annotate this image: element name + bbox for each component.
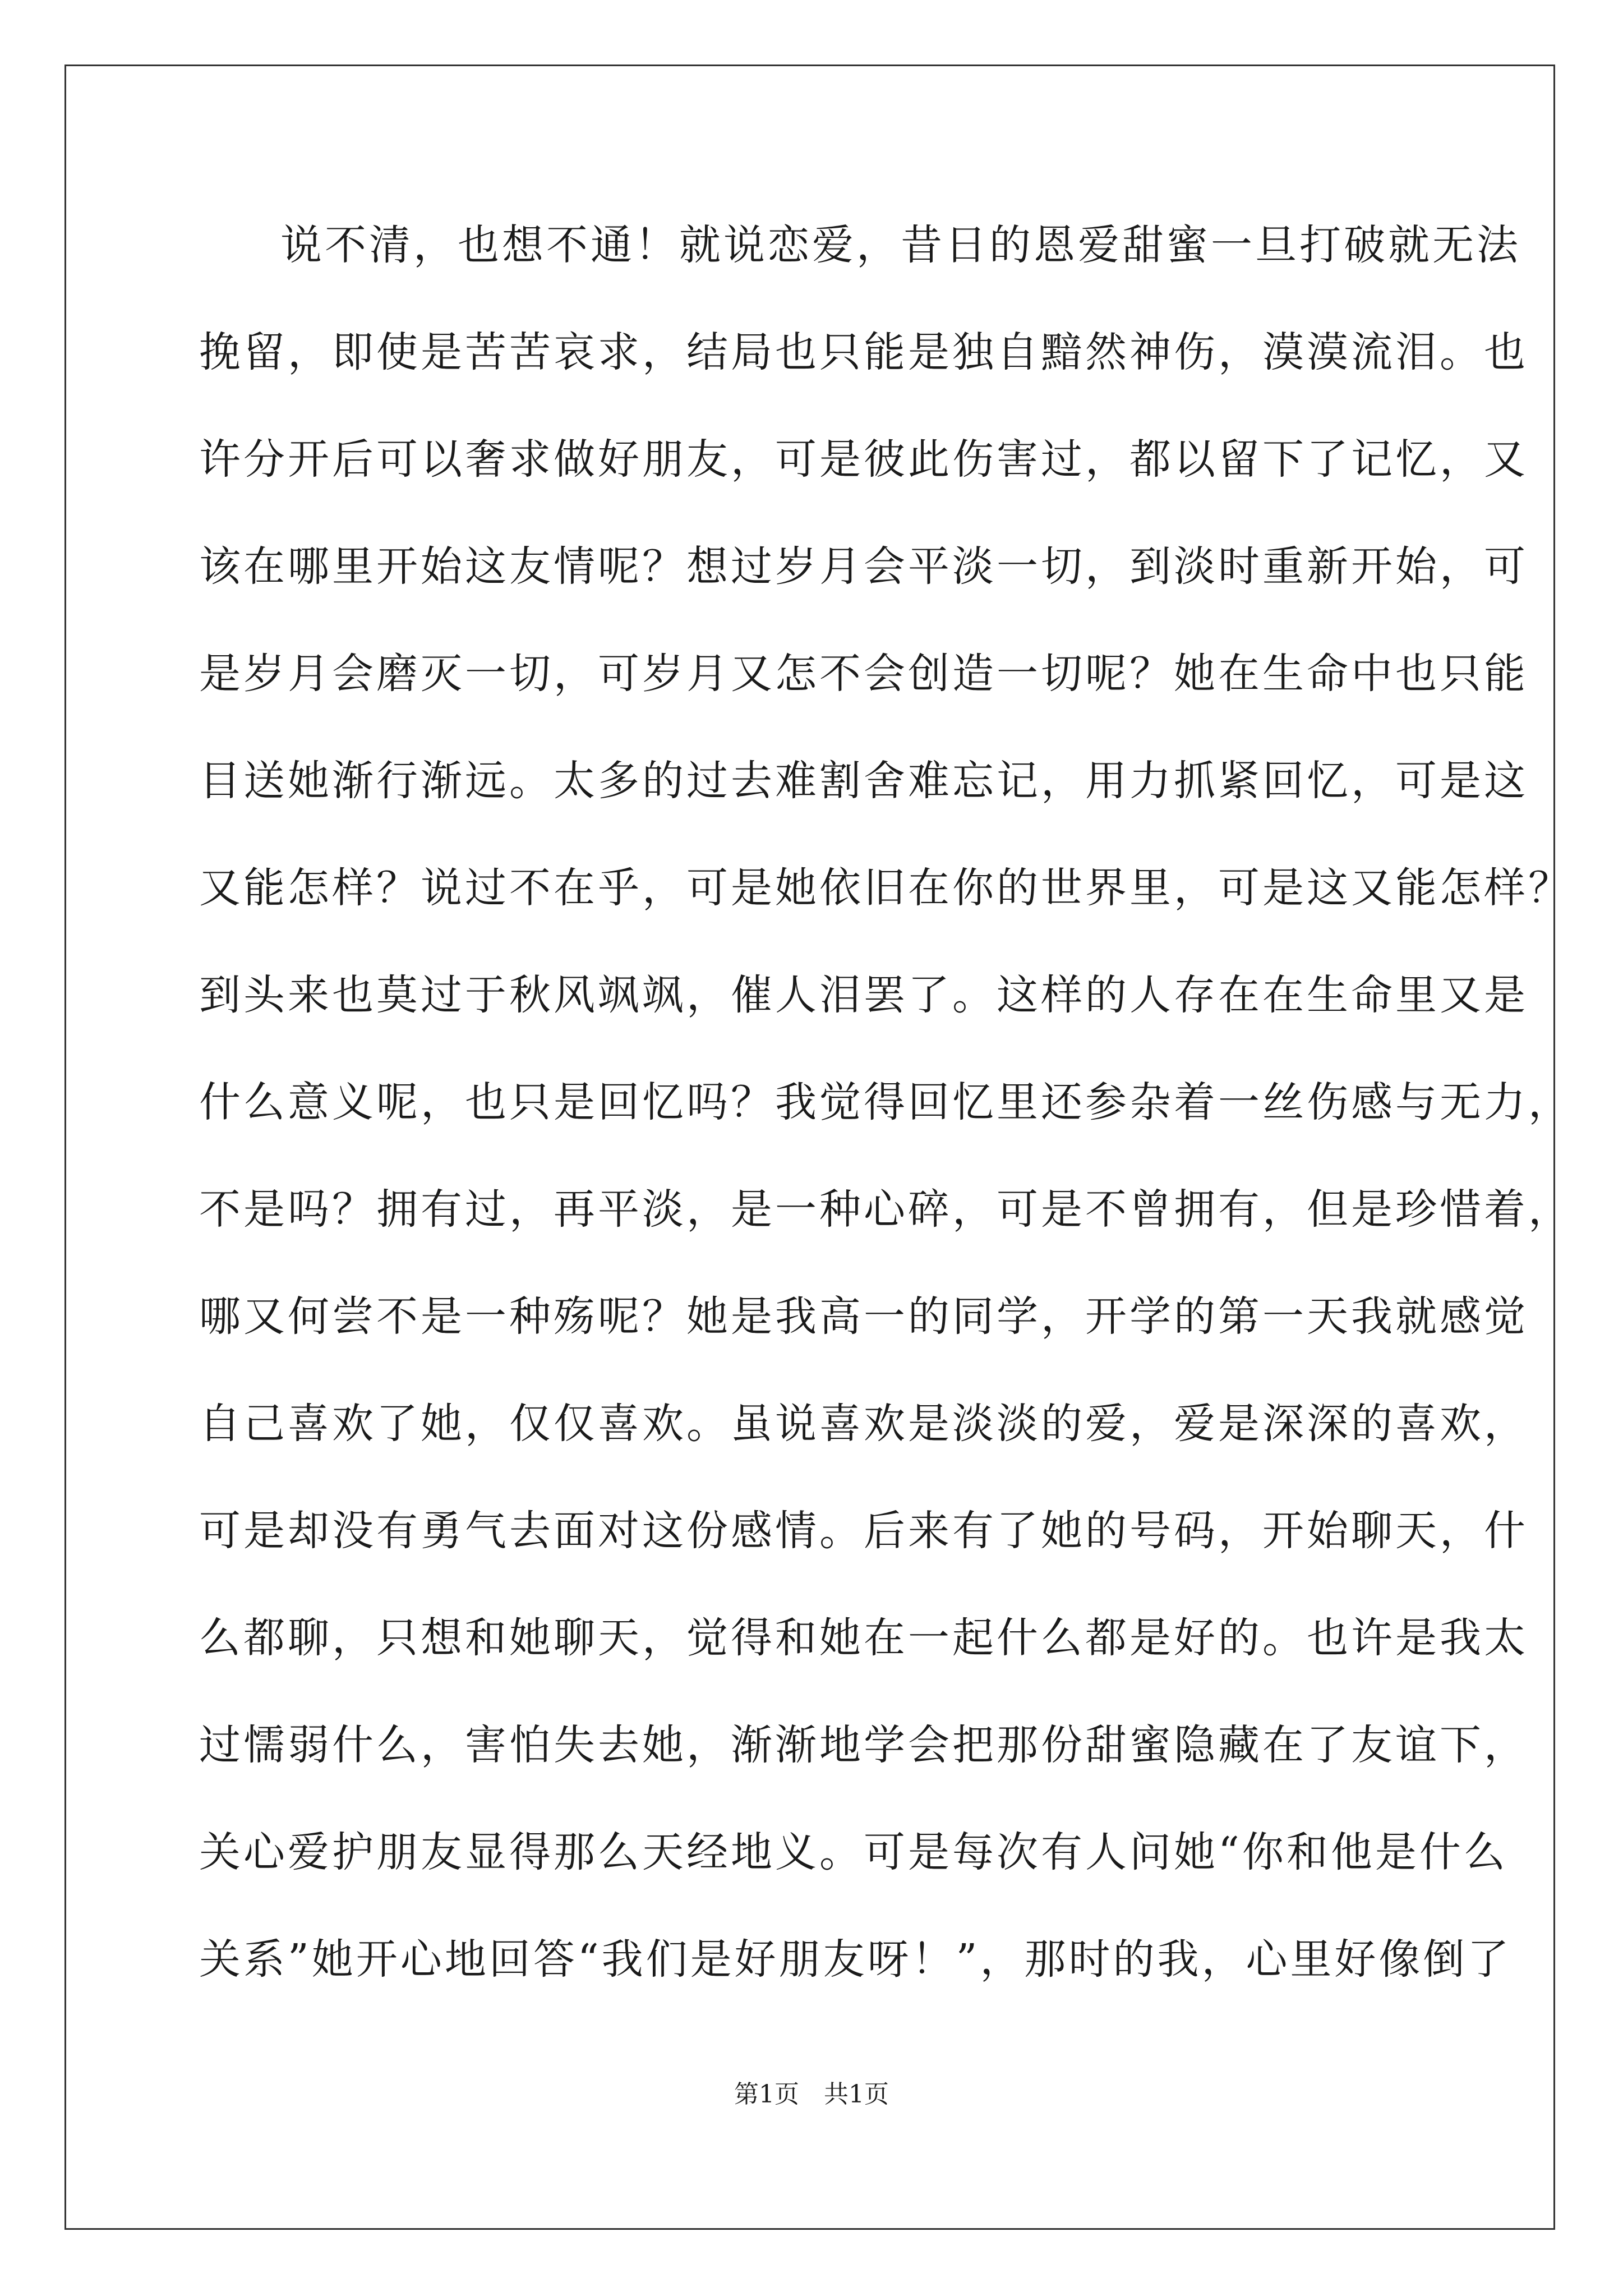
- text-line: 许分开后可以奢求做好朋友，可是彼此伤害过，都以留下了记忆，又: [199, 435, 1528, 484]
- text-line: 可是却没有勇气去面对这份感情。后来有了她的号码，开始聊天，什: [199, 1507, 1528, 1555]
- text-line: 哪又何尝不是一种殇呢？她是我高一的同学，开学的第一天我就感觉: [199, 1292, 1528, 1341]
- text-line: 什么意义呢，也只是回忆吗？我觉得回忆里还参杂着一丝伤感与无力，: [199, 1078, 1573, 1126]
- text-line: 该在哪里开始这友情呢？想过岁月会平淡一切，到淡时重新开始，可: [199, 542, 1528, 591]
- text-line: 到头来也莫过于秋风飒飒，催人泪罢了。这样的人存在在生命里又是: [199, 971, 1528, 1019]
- text-line: 么都聊，只想和她聊天，觉得和她在一起什么都是好的。也许是我太: [199, 1614, 1528, 1662]
- text-line: 挽留，即使是苦苦哀求，结局也只能是独自黯然神伤，漠漠流泪。也: [199, 328, 1528, 376]
- text-line: 是岁月会磨灭一切，可岁月又怎不会创造一切呢？她在生命中也只能: [199, 650, 1528, 698]
- text-line: 过懦弱什么，害怕失去她，渐渐地学会把那份甜蜜隐藏在了友谊下，: [199, 1721, 1528, 1769]
- text-line: 关系”她开心地回答“我们是好朋友呀！”，那时的我，心里好像倒了: [199, 1935, 1512, 1984]
- text-line: 说不清，也想不通！就说恋爱，昔日的恩爱甜蜜一旦打破就无法: [280, 221, 1521, 269]
- text-line: 关心爱护朋友显得那么天经地义。可是每次有人问她“你和他是什么: [199, 1828, 1508, 1876]
- page-footer: 第1页 共1页: [734, 2080, 889, 2109]
- text-line: 不是吗？拥有过，再平淡，是一种心碎，可是不曾拥有，但是珍惜着，: [199, 1185, 1573, 1234]
- text-line: 自己喜欢了她，仅仅喜欢。虽说喜欢是淡淡的爱，爱是深深的喜欢，: [199, 1400, 1528, 1448]
- text-line: 又能怎样？说过不在乎，可是她依旧在你的世界里，可是这又能怎样？: [199, 864, 1573, 912]
- body-text: [199, 209, 1573, 2030]
- text-line: 目送她渐行渐远。太多的过去难割舍难忘记，用力抓紧回忆，可是这: [199, 757, 1528, 805]
